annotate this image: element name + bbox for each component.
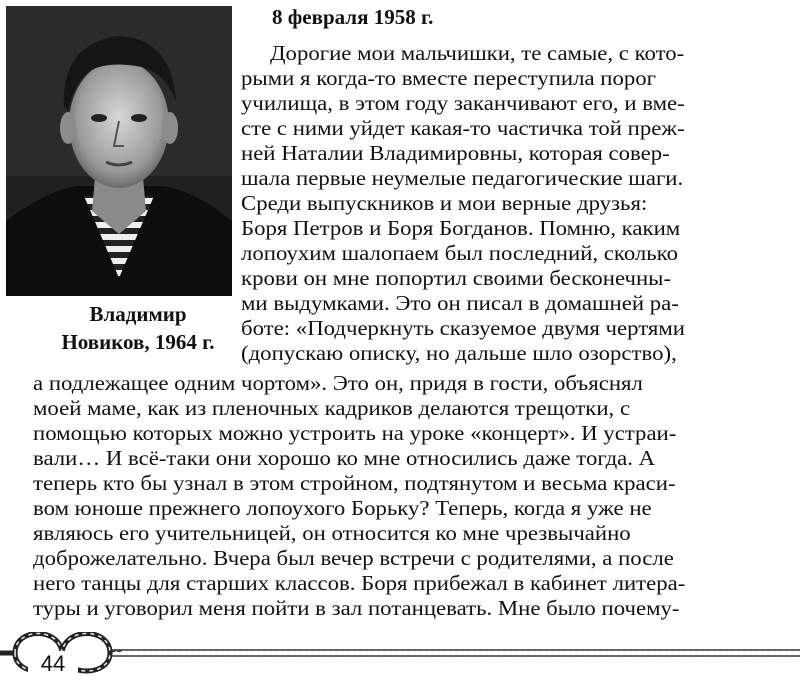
text-line: моей маме, как из пленочных кадриков делаются трещотки, с bbox=[33, 396, 631, 420]
text-line: шала первые неумелые педагогические шаги. bbox=[241, 166, 684, 190]
rope-knot-ornament bbox=[0, 632, 800, 692]
text-line: доброжелательно. Вчера был вечер встречи с родителями, а после bbox=[33, 546, 674, 570]
text-line: являюсь его учительницей, он относится ко мне чрезвычайно bbox=[33, 521, 631, 545]
page-number: 44 bbox=[28, 651, 78, 677]
text-line: теперь кто бы узнал в этом стройном, подтянутом и весьма краси- bbox=[33, 471, 676, 495]
text-line: Боря Петров и Боря Богданов. Помню, каким bbox=[241, 216, 681, 240]
text-line: сте с ними уйдет какая-то частичка той преж- bbox=[241, 116, 685, 140]
text-line: вали… И всё-таки они хорошо ко мне относились даже тогда. А bbox=[33, 446, 656, 470]
text-line: рыми я когда-то вместе переступила порог bbox=[241, 66, 657, 90]
text-line: помощью которых можно устроить на уроке «концерт». И устраи- bbox=[33, 421, 677, 445]
text-line: боте: «Подчеркнуть сказуемое двумя чертями bbox=[241, 316, 685, 340]
text-line: Среди выпускников и мои верные друзья: bbox=[241, 191, 648, 215]
photo-caption bbox=[8, 300, 268, 356]
caption-line-1: Владимир bbox=[89, 302, 187, 326]
caption-line-2: Новиков, 1964 г. bbox=[61, 330, 215, 354]
text-line: него танцы для старших классов. Боря прибежал в кабинет литера- bbox=[33, 571, 686, 595]
text-line: ми выдумками. Это он писал в домашней ра- bbox=[241, 291, 679, 315]
text-line: крови он мне попортил своими бесконечны- bbox=[241, 266, 672, 290]
text-line: училища, в этом году заканчивают его, и вме- bbox=[241, 91, 685, 115]
text-line: вом юноше прежнего лопоухого Борьку? Теперь, когда я уже не bbox=[33, 496, 652, 520]
text-line: Дорогие мои мальчишки, те самые, с кото- bbox=[270, 41, 685, 65]
portrait-photo bbox=[6, 6, 232, 296]
text-line: лопоухим шалопаем был последний, сколько bbox=[241, 241, 679, 265]
text-line: а подлежащее одним чортом». Это он, придя в гости, объяснял bbox=[33, 371, 643, 395]
text-line: туры и уговорил меня пойти в зал потанцевать. Мне было почему- bbox=[33, 596, 680, 620]
text-line: ней Наталии Владимировны, которая совер- bbox=[241, 141, 670, 165]
portrait-image bbox=[6, 6, 232, 296]
diary-date: 8 февраля 1958 г. bbox=[272, 5, 434, 29]
text-line: (допускаю описку, но дальше шло озорство), bbox=[241, 341, 677, 365]
